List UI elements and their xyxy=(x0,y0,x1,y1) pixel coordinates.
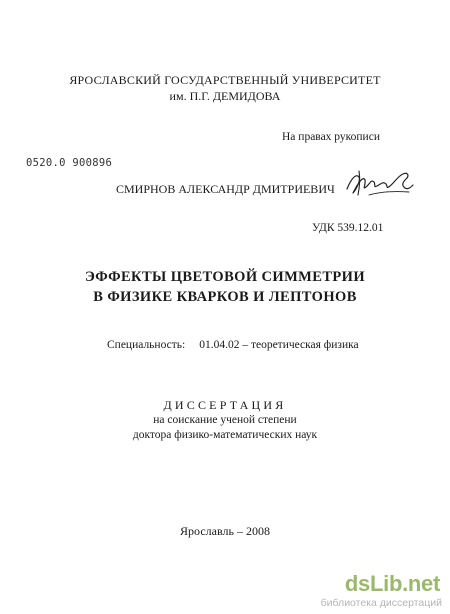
dslib-watermark xyxy=(318,571,446,611)
manuscript-note: На правах рукописи xyxy=(282,131,380,143)
speciality-line xyxy=(107,339,359,351)
speciality-label: Специальность: xyxy=(107,339,186,351)
watermark-tagline: библиотека диссертаций xyxy=(320,597,442,609)
speciality-value: 01.04.02 – теоретическая физика xyxy=(199,339,359,351)
dissertation-title-line-1: ЭФФЕКТЫ ЦВЕТОВОЙ СИММЕТРИИ xyxy=(84,269,366,285)
degree-line-1: на соискание ученой степени xyxy=(153,414,297,426)
dissertation-title-line-2: В ФИЗИКЕ КВАРКОВ И ЛЕПТОНОВ xyxy=(93,289,357,305)
degree-line-2: доктора физико-математических наук xyxy=(132,429,318,441)
handwritten-signature xyxy=(343,165,415,201)
udk-code: УДК 539.12.01 xyxy=(312,222,384,234)
university-name: ЯРОСЛАВСКИЙ ГОСУДАРСТВЕННЫЙ УНИВЕРСИТЕТ xyxy=(69,73,381,87)
document-type: ДИССЕРТАЦИЯ xyxy=(163,398,287,412)
watermark-logo: dsLib.net xyxy=(344,571,440,596)
city-year: Ярославль – 2008 xyxy=(180,524,270,538)
archive-stamp-number: 0520.0 900896 xyxy=(26,157,113,169)
author-name: СМИРНОВ АЛЕКСАНДР ДМИТРИЕВИЧ xyxy=(116,182,335,196)
university-named-after: им. П.Г. ДЕМИДОВА xyxy=(169,89,281,103)
